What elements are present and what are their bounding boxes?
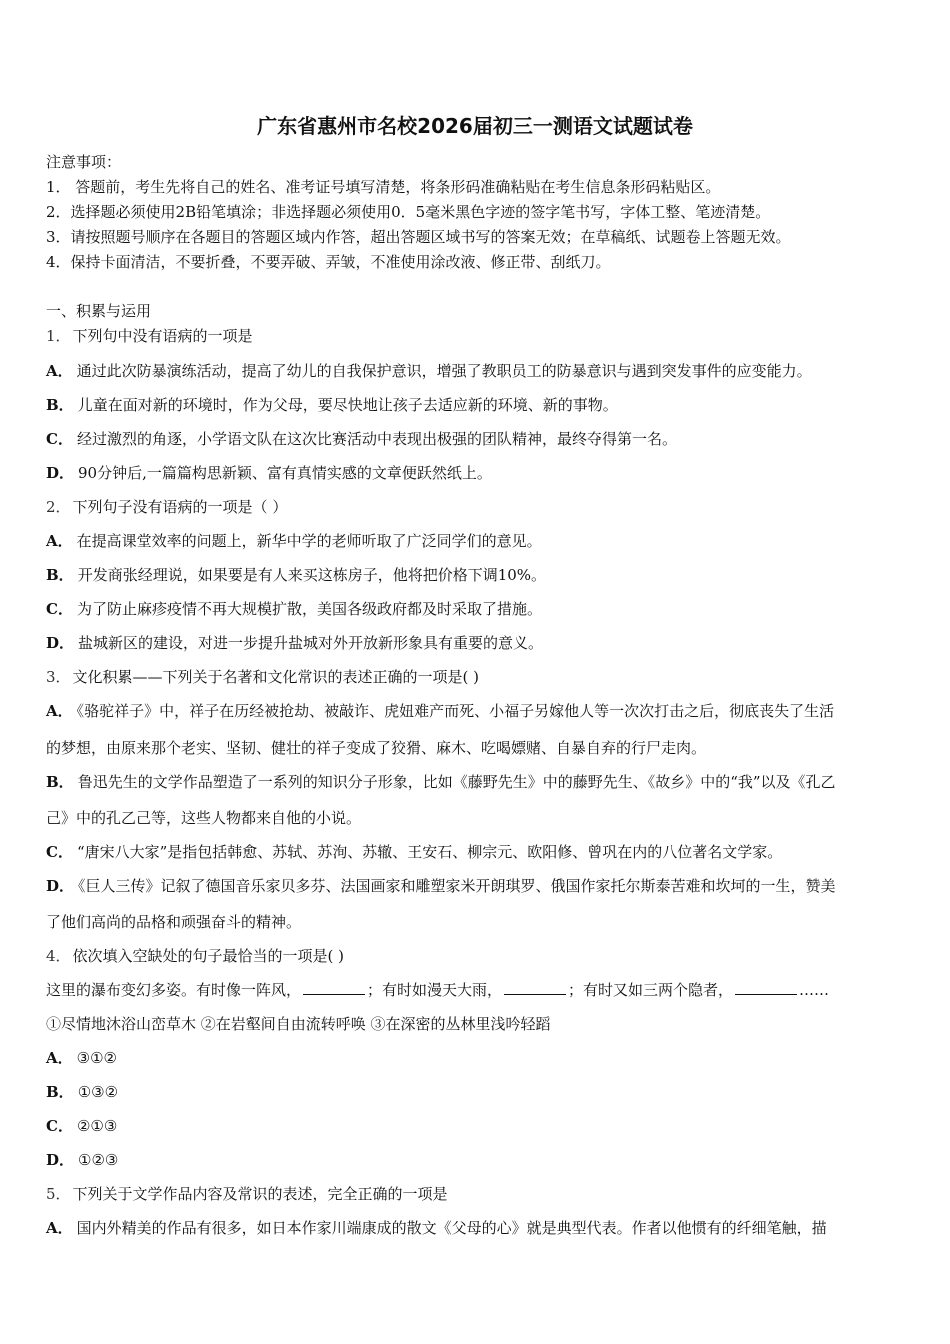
option-label: A． (46, 1049, 73, 1067)
option-text: ①②③ (78, 1151, 119, 1169)
question-2-stem (46, 497, 287, 517)
option-row (46, 842, 782, 862)
option-row (46, 463, 492, 483)
question-text: 下列句中没有语病的一项是 (72, 327, 253, 345)
option-label: C． (46, 843, 73, 861)
option-text: “唐宋八大家”是指包括韩愈、苏轼、苏洵、苏辙、王安石、柳宗元、欧阳修、曾巩在内的八位著名文学家。 (76, 843, 783, 861)
option-text: 在提高课堂效率的问题上，新华中学的老师听取了广泛同学们的意见。 (76, 532, 542, 550)
question-text: 依次填入空缺处的句子最恰当的一项是( ) (72, 947, 345, 965)
option-row (46, 772, 836, 792)
option-text: 《骆驼祥子》中，祥子在历经被抢劫、被敲诈、虎妞难产而死、小福子另嫁他人等一次次打击之后，彻底丧失了生活 (76, 702, 835, 720)
option-label: D． (46, 634, 75, 652)
passage-text: ；有时又如三两个隐者， (568, 981, 734, 999)
option-label: C． (46, 600, 73, 618)
option-label: B． (46, 566, 74, 584)
question-4-stem (46, 946, 344, 966)
option-label: A． (46, 702, 73, 720)
question-number: 4． (46, 947, 71, 965)
option-text: 儿童在面对新的环境时，作为父母，要尽快地让孩子去适应新的环境、新的事物。 (77, 396, 618, 414)
option-label: B． (46, 396, 74, 414)
question-text: 文化积累——下列关于名著和文化常识的表述正确的一项是( ) (72, 668, 480, 686)
passage-text: 这里的瀑布变幻多姿。有时像一阵风， (46, 981, 302, 999)
question-5-stem (46, 1184, 448, 1204)
option-label: D． (46, 1151, 75, 1169)
option-text: 通过此次防暴演练活动，提高了幼儿的自我保护意识，增强了教职员工的防暴意识与遇到突发事件的应变能力。 (76, 362, 812, 380)
option-label: B． (46, 1083, 74, 1101)
option-text: ③①② (76, 1049, 117, 1067)
option-label: C． (46, 1117, 73, 1135)
question-number: 5． (46, 1185, 71, 1203)
question-passage (46, 980, 829, 1000)
option-row (46, 876, 836, 896)
option-row (46, 565, 546, 585)
passage-text: ；有时如漫天大雨， (367, 981, 503, 999)
notice-item: 1． 答题前，考生先将自己的姓名、准考证号填写清楚，将条形码准确粘贴在考生信息条形码粘贴区。 (46, 178, 721, 196)
option-row (46, 429, 677, 449)
option-text: 鲁迅先生的文学作品塑造了一系列的知识分子形象，比如《藤野先生》中的藤野先生、《故乡》中的“我”以及《孔乙 (77, 773, 836, 791)
choice-sentences: ①尽情地沐浴山峦草木 ②在岩壑间自由流转呼唤 ③在深密的丛林里浅吟轻蹈 (46, 1015, 551, 1033)
notice-heading: 注意事项： (46, 153, 122, 171)
notice-item: 2．选择题必须使用2B铅笔填涂；非选择题必须使用0．5毫米黑色字迹的签字笔书写，字体工整、笔迹清楚。 (46, 203, 771, 221)
question-number: 2． (46, 498, 71, 516)
option-text: 开发商张经理说，如果要是有人来买这栋房子，他将把价格下调10%。 (77, 566, 547, 584)
question-1-stem (46, 326, 253, 346)
option-row (46, 599, 542, 619)
option-text: 为了防止麻疹疫情不再大规模扩散，美国各级政府都及时采取了措施。 (76, 600, 542, 618)
option-row (46, 1048, 117, 1068)
option-label: A． (46, 1219, 73, 1237)
option-row (46, 1082, 118, 1102)
option-text: ①③② (77, 1083, 119, 1101)
option-label: B． (46, 773, 74, 791)
option-continuation: 己》中的孔乙己等，这些人物都来自他的小说。 (46, 809, 362, 827)
option-text: 《巨人三传》记叙了德国音乐家贝多芬、法国画家和雕塑家米开朗琪罗、俄国作家托尔斯泰苦难和坎坷的一生，赞美 (78, 877, 836, 895)
option-row (46, 633, 543, 653)
option-row (46, 1218, 827, 1238)
fill-blank (303, 980, 365, 995)
option-text: 盐城新区的建设，对进一步提升盐城对外开放新形象具有重要的意义。 (78, 634, 544, 652)
option-text: 90分钟后,一篇篇构思新颖、富有真情实感的文章便跃然纸上。 (78, 464, 492, 482)
option-row (46, 395, 618, 415)
option-label: D． (46, 464, 75, 482)
option-label: D． (46, 877, 75, 895)
option-label: A． (46, 362, 73, 380)
question-3-stem (46, 667, 479, 687)
option-row (46, 1116, 117, 1136)
option-row (46, 1150, 118, 1170)
question-text: 下列句子没有语病的一项是（ ） (72, 498, 288, 516)
notice-item: 4．保持卡面清洁，不要折叠，不要弄破、弄皱，不准使用涂改液、修正带、刮纸刀。 (46, 253, 611, 271)
option-row (46, 361, 812, 381)
section-heading: 一、积累与运用 (46, 302, 152, 320)
notice-item: 3．请按照题号顺序在各题目的答题区域内作答，超出答题区域书写的答案无效；在草稿纸、试题卷上答题无效。 (46, 228, 791, 246)
option-continuation: 了他们高尚的品格和顽强奋斗的精神。 (46, 913, 302, 931)
page-title: 广东省惠州市名校2026届初三一测语文试题试卷 (257, 114, 693, 138)
question-number: 1． (46, 327, 71, 345)
option-text: 国内外精美的作品有很多，如日本作家川端康成的散文《父母的心》就是典型代表。作者以他惯有的纤细笔触，描 (76, 1219, 827, 1237)
fill-blank (735, 980, 797, 995)
question-number: 3． (46, 668, 71, 686)
question-text: 下列关于文学作品内容及常识的表述，完全正确的一项是 (72, 1185, 448, 1203)
option-label: A． (46, 532, 73, 550)
passage-text: …… (799, 981, 830, 999)
option-label: C． (46, 430, 73, 448)
option-row (46, 531, 542, 551)
option-text: ②①③ (76, 1117, 118, 1135)
option-row (46, 701, 834, 721)
fill-blank (504, 980, 566, 995)
option-text: 经过激烈的角逐，小学语文队在这次比赛活动中表现出极强的团队精神，最终夺得第一名。 (76, 430, 677, 448)
option-continuation: 的梦想，由原来那个老实、坚韧、健壮的祥子变成了狡猾、麻木、吃喝嫖赌、自暴自弃的行尸走肉。 (46, 739, 707, 757)
